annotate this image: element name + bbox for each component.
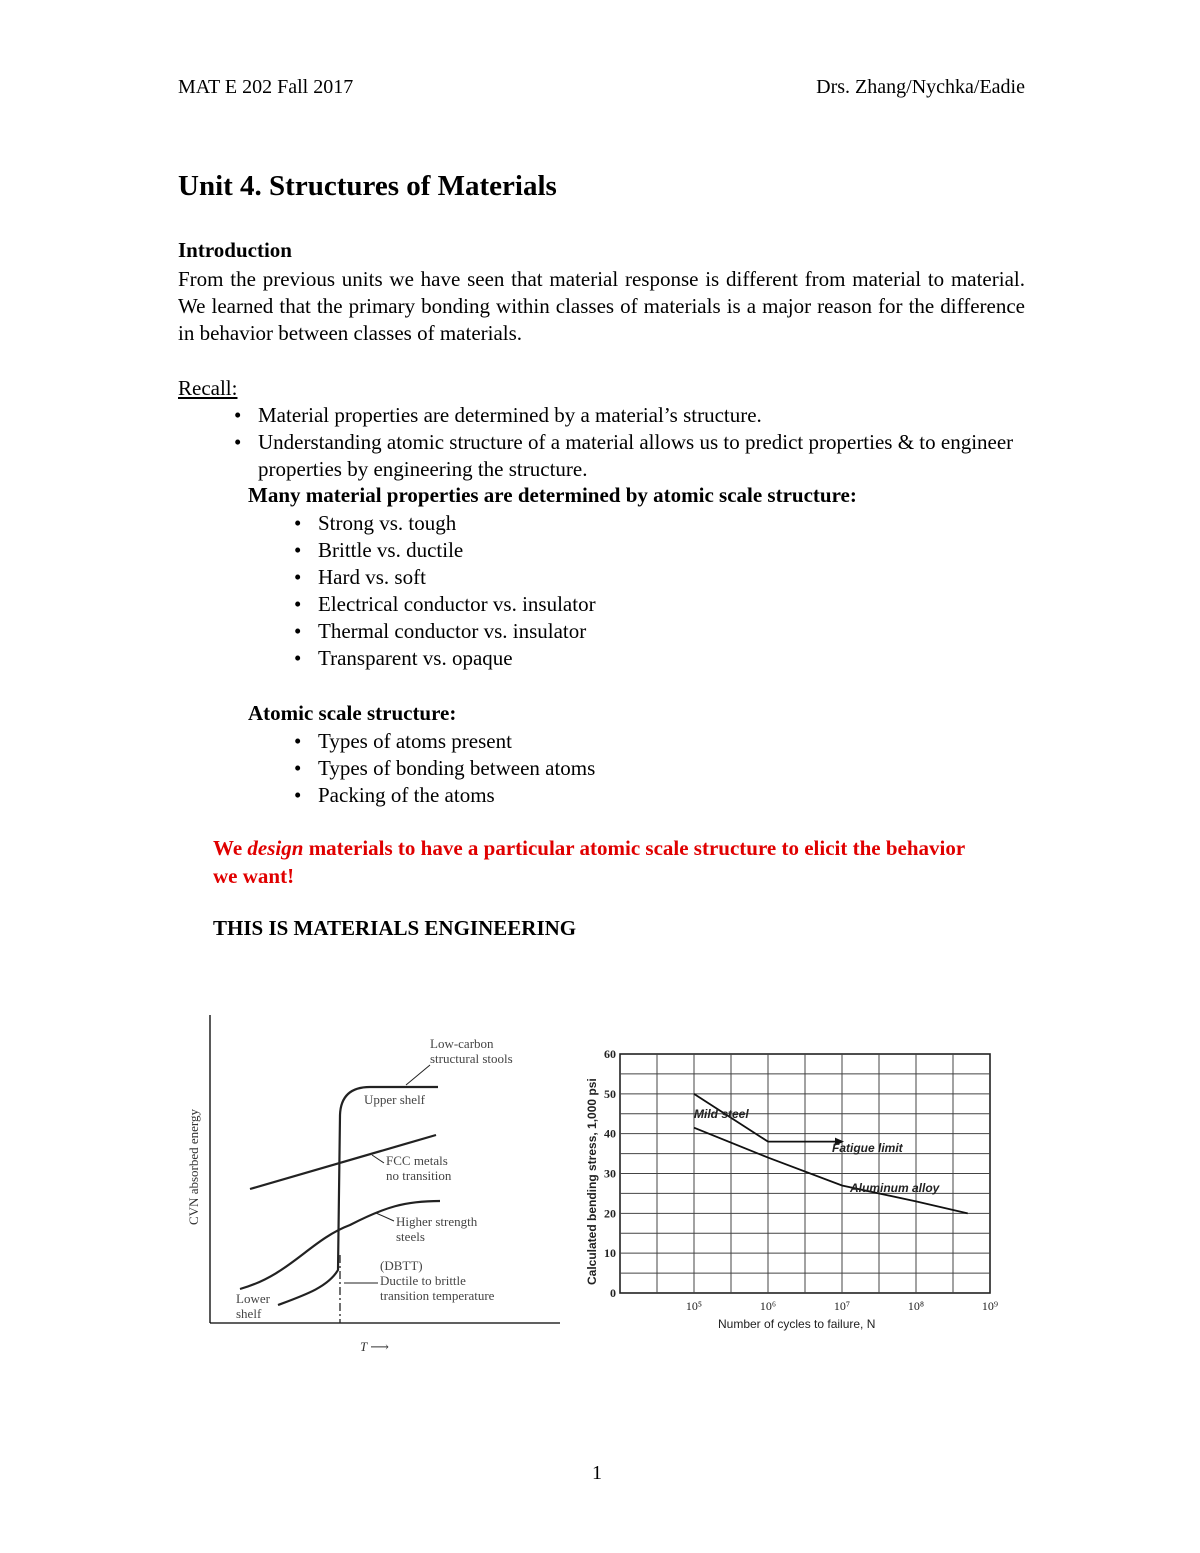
list-item: • Transparent vs. opaque bbox=[318, 645, 596, 672]
sn-x-tick-label: 10⁶ bbox=[759, 1299, 777, 1313]
sn-ylabel: Calculated bending stress, 1,000 psi bbox=[585, 1078, 599, 1285]
list-item: • Types of atoms present bbox=[318, 728, 595, 755]
list-item: • Brittle vs. ductile bbox=[318, 537, 596, 564]
cvn-labels bbox=[236, 1036, 513, 1321]
label-dbtt-desc-1: Ductile to brittle bbox=[380, 1273, 466, 1288]
properties-list bbox=[318, 510, 596, 672]
sn-y-tick-label: 50 bbox=[604, 1086, 616, 1101]
page-title: Unit 4. Structures of Materials bbox=[178, 170, 557, 202]
label-higher-2: steels bbox=[396, 1229, 425, 1244]
design-before: We bbox=[213, 836, 248, 860]
list-item: • Strong vs. tough bbox=[318, 510, 596, 537]
header-course: MAT E 202 Fall 2017 bbox=[178, 76, 354, 98]
intro-heading: Introduction bbox=[178, 238, 292, 262]
cvn-chart bbox=[180, 1005, 570, 1365]
sn-x-tick-label: 10⁵ bbox=[685, 1299, 703, 1313]
series-line-aluminum-alloy bbox=[694, 1128, 968, 1214]
atomic-list bbox=[318, 728, 595, 809]
sn-chart bbox=[570, 1040, 1030, 1340]
list-item: • Electrical conductor vs. insulator bbox=[318, 591, 596, 618]
label-fcc-1: FCC metals bbox=[386, 1153, 448, 1168]
recall-label: Recall: bbox=[178, 376, 238, 400]
recall-list bbox=[258, 402, 1038, 483]
label-fcc-2: no transition bbox=[386, 1168, 452, 1183]
pointer-higher-strength bbox=[376, 1213, 394, 1221]
cvn-ylabel: CVN absorbed energy bbox=[186, 1108, 201, 1225]
label-fatigue-limit: Fatigue limit bbox=[832, 1141, 903, 1155]
pointer-fcc bbox=[372, 1155, 384, 1163]
label-higher-1: Higher strength bbox=[396, 1214, 478, 1229]
sn-xlabel: Number of cycles to failure, N bbox=[718, 1317, 876, 1331]
list-item: • Thermal conductor vs. insulator bbox=[318, 618, 596, 645]
atomic-heading: Atomic scale structure: bbox=[248, 701, 457, 725]
sn-grid bbox=[620, 1054, 990, 1293]
page-number: 1 bbox=[592, 1462, 602, 1484]
engineering-statement: THIS IS MATERIALS ENGINEERING bbox=[213, 916, 577, 940]
sn-y-tick-label: 60 bbox=[604, 1047, 616, 1061]
sn-y-tick-label: 30 bbox=[604, 1166, 616, 1181]
sn-x-tick-label: 10⁷ bbox=[833, 1299, 851, 1313]
pointer-low-carbon bbox=[406, 1065, 430, 1085]
label-low-carbon-2: structural stools bbox=[430, 1051, 513, 1066]
sn-y-tick-label: 40 bbox=[604, 1126, 616, 1141]
list-item: • Hard vs. soft bbox=[318, 564, 596, 591]
properties-heading: Many material properties are determined by atomic scale structure: bbox=[248, 483, 857, 507]
label-low-carbon-1: Low-carbon bbox=[430, 1036, 494, 1051]
label-lower-shelf-1: Lower bbox=[236, 1291, 270, 1306]
sn-y-tick-label: 20 bbox=[604, 1206, 616, 1221]
intro-paragraph: From the previous units we have seen that material response is different from material to material. We learned that the primary bonding within classes of materials is a major reason for the difference in behavior between classes of materials. bbox=[178, 267, 1025, 345]
sn-y-tick-label: 10 bbox=[604, 1246, 616, 1261]
header-authors: Drs. Zhang/Nychka/Eadie bbox=[816, 76, 1025, 98]
label-dbtt-desc-2: transition temperature bbox=[380, 1288, 495, 1303]
sn-y-tick-label: 0 bbox=[610, 1286, 616, 1300]
sn-x-tick-label: 10⁸ bbox=[907, 1299, 925, 1313]
label-mild-steel: Mild steel bbox=[694, 1107, 749, 1121]
list-item: • Material properties are determined by a material’s structure. bbox=[258, 402, 1038, 429]
design-statement bbox=[213, 834, 993, 890]
cvn-xlabel: T ⟶ bbox=[360, 1339, 389, 1354]
list-item: • Packing of the atoms bbox=[318, 782, 595, 809]
label-dbtt: (DBTT) bbox=[380, 1258, 423, 1273]
sn-x-tick-label: 10⁹ bbox=[981, 1299, 999, 1313]
label-aluminum-alloy: Aluminum alloy bbox=[850, 1181, 940, 1195]
label-upper-shelf: Upper shelf bbox=[364, 1092, 426, 1107]
list-item: • Types of bonding between atoms bbox=[318, 755, 595, 782]
design-emphasis: design bbox=[247, 836, 304, 860]
list-item: • Understanding atomic structure of a material allows us to predict properties & to engineer properties by engineering the structure. bbox=[258, 429, 1038, 483]
design-after: materials to have a particular atomic scale structure to elicit the behavior we want! bbox=[213, 836, 965, 888]
label-lower-shelf-2: shelf bbox=[236, 1306, 262, 1321]
